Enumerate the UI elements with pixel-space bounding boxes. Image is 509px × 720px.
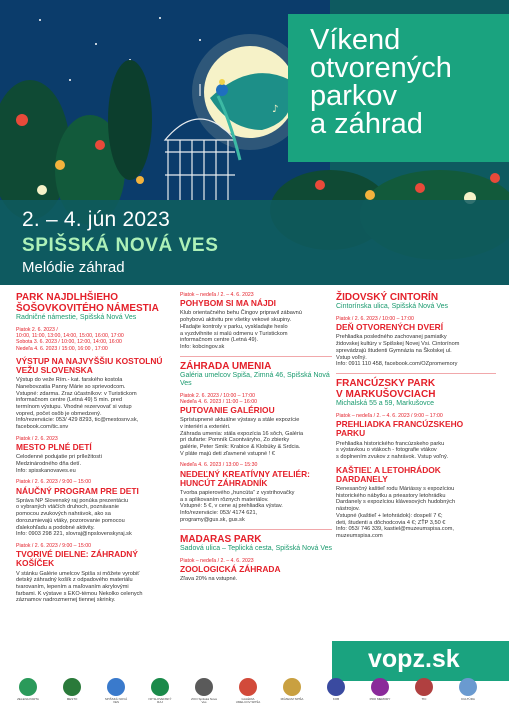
partner-logo: [322, 678, 350, 714]
description-line: facebook.com/tic.snv: [16, 424, 69, 431]
partner-logo-label: MESTO: [66, 697, 78, 701]
description-line: Prehliadka posledného zachovanej pamiatky: [336, 334, 447, 341]
partner-logo-label: TIC: [421, 697, 427, 701]
description-line: detský záhradný košík z odpadového materiálu: [16, 577, 133, 584]
crest-logo: [63, 678, 81, 696]
date-line: 10:00, 11:00, 13:00, 14:00, 15:00, 16:00, 17:00: [16, 333, 124, 340]
partner-logo-label: KOB: [332, 697, 340, 701]
description-line: pohybovú aktivitu pre všetky vekové skupiny.: [180, 317, 292, 324]
museum-logo: [283, 678, 301, 696]
description-line: Hľadajte kontroly v parku, vyskladajte heslo: [180, 323, 288, 330]
program-title: DEŇ OTVORENÝCH DVERÍ: [336, 322, 444, 333]
zoo-logo: [195, 678, 213, 696]
description-line: muzeumspisa.com: [336, 532, 383, 539]
music-note-icon: ♪: [272, 104, 279, 115]
description-line: s doplnením zvukov z nahrávok. Vstup voľný.: [336, 453, 449, 460]
partner-logo: [366, 678, 394, 714]
description-line: Info: 0911 110 458, facebook.com/OZpromemory: [336, 361, 458, 368]
partner-logo: [14, 678, 42, 714]
program-date: [16, 327, 168, 352]
description-line: Info: 0903 298 221, slovraj@npslovenskyraj.sk: [16, 531, 132, 538]
date-line: Piatok / 2. 6. 2023 / 10:00 – 17:00: [336, 316, 414, 322]
program-title: PUTOVANIE GALÉRIOU: [180, 405, 275, 416]
program-item: [16, 292, 168, 322]
program-title: PREHLIADKA FRANCÚZSKEHO: [336, 419, 464, 430]
title-box: [288, 14, 509, 162]
date-line: Piatok 2. 6. 2023 /: [16, 327, 58, 333]
description-line: Info: kobcingov.sk: [180, 343, 225, 350]
program-description: [180, 417, 332, 457]
description-line: ďalekohľadu a podobné aktivity.: [16, 524, 95, 531]
memory-logo: [371, 678, 389, 696]
description-line: galérie, Peter Smik: Krabice & Klobúky & Srdcia.: [180, 444, 301, 451]
program-title: KOŠÍČEK: [16, 558, 55, 569]
description-line: Správa NP Slovenský raj ponúka prezentáciu: [16, 497, 129, 504]
partner-logo-label: MÚZEUM SPIŠA: [280, 697, 304, 701]
description-line: Vstupné: 5 €, v cene aj prehliadka výstav.: [180, 503, 283, 510]
partner-logo: [146, 678, 174, 714]
partner-logo-label: GALÉRIA UMELCOV SPIŠA: [235, 697, 261, 705]
program-title: PARK NAJDLHŠIEHO: [16, 292, 119, 303]
program-date: [180, 462, 332, 468]
program-title: VÝSTUP NA NAJVYŠŠIU KOSTOLNÚ: [16, 355, 163, 366]
description-line: informačnom centre (Letná 49).: [180, 337, 259, 344]
program-title: MESTO PLNÉ DETÍ: [16, 442, 92, 453]
program-title: HUNCÚT ZÁHRADNÍK: [180, 477, 268, 488]
partner-logo-label: NP SLOVENSKÝ RAJ: [148, 697, 172, 705]
program-title: VEŽU SLOVENSKA: [16, 365, 93, 376]
program-description: [16, 377, 168, 431]
description-line: sprevádzajú študenti Gymnázia na Školskej ul.: [336, 347, 452, 354]
program-date: [16, 479, 168, 485]
partner-logo: [278, 678, 306, 714]
description-line: programy@gus.sk, gus.sk: [180, 516, 245, 523]
program-title: NEDEĽNÝ KREATÍVNY ATELIÉR:: [180, 468, 310, 479]
program-title: ZOOLOGICKÁ ZÁHRADA: [180, 563, 281, 574]
title-line: a záhrad: [310, 108, 423, 140]
description-line: Celodenné podujatie pri príležitosti: [16, 454, 102, 461]
program-item: [336, 413, 496, 461]
program-location: Galéria umelcov Spiša, Zimná 46, Spišská Nová Ves: [180, 371, 330, 387]
program-column-3: [336, 292, 496, 545]
title-line: otvorených: [310, 52, 452, 84]
description-line: Záhrada umenia: stála expozícia 16 sôch, Galéria: [180, 430, 304, 437]
description-line: Dardanely s expozíciou klávesových hudobných: [336, 499, 456, 506]
program-title: ŽIDOVSKÝ CINTORÍN: [336, 292, 439, 303]
description-line: Sprístupnené aktuálne výstavy a stále expozície: [180, 417, 300, 424]
program-item: [16, 479, 168, 538]
program-title: NÁUČNÝ PROGRAM PRE DETI: [16, 485, 139, 496]
description-line: V stánku Galérie umelcov Spiša si môžete vyrobiť: [16, 570, 140, 577]
description-line: Výstup do veže Rím.- kat. farského kostola: [16, 377, 123, 384]
partner-logos: [14, 678, 500, 716]
event-theme: Melódie záhrad: [22, 259, 125, 276]
description-line: židovskej kultúry v Spišskej Novej Vsi. Cintorínom: [336, 341, 460, 348]
description-line: a vyzdvihnite si malú odmenu v Turistickom: [180, 330, 288, 337]
description-line: Medzinárodného dňa detí.: [16, 460, 81, 467]
program-item: [180, 292, 332, 351]
program-title: KAŠTIEĽ A LETOHRÁDOK: [336, 464, 441, 475]
program-description: [180, 310, 332, 350]
hero-banner: [0, 0, 509, 285]
program-item: [336, 316, 496, 368]
program-title: FRANCÚZSKY PARK: [336, 377, 436, 389]
program-description: [336, 334, 496, 368]
city-logo: [107, 678, 125, 696]
description-line: Klub orientačného behu Čingov pripravil zábavnú: [180, 310, 302, 317]
program-description: [180, 576, 332, 583]
program-item: [180, 534, 332, 553]
program-description: [16, 571, 168, 605]
description-line: termínom výstupu. Vhodné rezervovať si vstup: [16, 404, 132, 411]
program-location: Sadová ulica – Teplická cesta, Spišská Nová Ves: [180, 544, 333, 552]
description-line: historického nábytku a prieastory letohrádku: [336, 492, 446, 499]
program-description: [336, 441, 496, 461]
date-line: Nedeľa 4. 6. 2023 / 15:00, 16:00 , 17:00: [16, 345, 108, 352]
gallery-logo: [239, 678, 257, 696]
program-item: [336, 378, 496, 408]
description-line: Tvorba papierového „huncúta“ z vystrihovačky: [180, 490, 295, 497]
title-line: Víkend: [310, 24, 401, 56]
partner-logo: [190, 678, 218, 714]
program-title: POHYBOM SI MA NÁJDI: [180, 298, 277, 309]
date-line: Piatok / 2. 6. 2023 / 9:00 – 15:00: [16, 479, 91, 486]
partner-logo: [410, 678, 438, 714]
tic-logo: [415, 678, 433, 696]
event-city: SPIŠSKÁ NOVÁ VES: [22, 235, 219, 256]
description-line: Nanebovzatia Panny Márie so sprievodcom.: [16, 383, 126, 390]
description-line: farbami. K výstave s EKO-témou Nekolko celenych: [16, 590, 143, 597]
description-line: vopred, počet osôb je obmedzený.: [16, 410, 102, 417]
date-line: Piatok / 2. 6. 2023: [16, 435, 58, 442]
partner-logo: [102, 678, 130, 714]
event-dates: 2. – 4. jún 2023: [22, 208, 170, 231]
program-item: [16, 436, 168, 475]
description-line: záznamov nadrozmernej tiennej skrinky.: [16, 597, 116, 604]
program-item: [16, 543, 168, 604]
description-line: Renesančný kaštieľ rodu Máriássy s expozíciou: [336, 486, 455, 493]
description-line: Vstupné: zdarma. Zraz účastníkov: v Turistickom: [16, 390, 137, 397]
leaf-logo: [19, 678, 37, 696]
program-item: [336, 466, 496, 540]
partner-logo-label: ZELENA PARTA: [17, 697, 39, 701]
description-line: dorozumievajú vtáky, pozorovanie pomocou: [16, 517, 125, 524]
description-line: pri dufarte: Pomník Csontváryho, Zo zbierky: [180, 437, 290, 444]
title-line: parkov: [310, 80, 398, 112]
program-item: [180, 462, 332, 523]
partner-logo: [454, 678, 482, 714]
description-line: Zľava 20% na vstupné.: [180, 575, 238, 582]
description-line: v interiéri a exteriéri.: [180, 423, 231, 430]
description-line: o vybraných vtáčích druhoch, poznávanie: [16, 504, 119, 511]
program-description: [16, 498, 168, 538]
program-date: [180, 558, 332, 564]
club-logo: [327, 678, 345, 696]
date-line: Piatok / 2. 6. 2023 / 9:00 – 15:00: [16, 542, 91, 549]
description-line: a s aplikovaním rôznych materiálov.: [180, 496, 269, 503]
description-line: Info: spisskanovaves.eu: [16, 467, 76, 474]
description-line: Info: 053/ 746 339, kastiel@muzeumspisa.com,: [336, 526, 454, 533]
culture-logo: [459, 678, 477, 696]
program-item: [336, 292, 496, 311]
description-line: tvarovaním, lepením a maľovaním akrylovými: [16, 584, 129, 590]
website-url[interactable]: vopz.sk: [332, 641, 509, 681]
date-line: Piatok – nedeľa / 2. – 4. 6. 2023: [180, 557, 254, 564]
program-description: [180, 490, 332, 524]
partner-logo-label: PRO MEMORY: [369, 697, 391, 701]
date-line: Sobota 3. 6. 2023 / 10:00, 12:00, 14:00, 16:00: [16, 339, 122, 346]
date-line: Nedeľa 4. 6. 2023 / 11:00 – 16:00: [180, 398, 257, 405]
program-title: PARKU: [336, 428, 366, 439]
description-line: Info/rezervácie: 053/ 429 8293, tic@mestosnv.sk,: [16, 417, 139, 424]
description-line: V pláte majú deti zľavnené vstupné ! €: [180, 450, 275, 457]
program-location: Cintorínska ulica, Spišská Nová Ves: [336, 303, 449, 310]
partner-logo: [58, 678, 86, 714]
description-line: Prehliadka historického francúzskeho parku: [336, 440, 445, 447]
program-description: [336, 486, 496, 540]
park-logo: [151, 678, 169, 696]
program-column-2: [180, 292, 332, 588]
description-line: Vstup voľný.: [336, 354, 367, 361]
date-line: Piatok – nedeľa / 2. – 4. 6. 2023 / 9:00 – 17:00: [336, 412, 443, 419]
partner-logo-label: KULTÚRA: [461, 697, 475, 701]
program-column-1: [16, 292, 168, 609]
section-divider: [180, 529, 332, 530]
partner-logo: [234, 678, 262, 714]
program-title: TVORIVÉ DIELNE: ZÁHRADNÝ: [16, 549, 138, 560]
program-item: [180, 361, 332, 388]
program-title: ŠOŠOVKOVITÉHO NÁMESTIA: [16, 303, 159, 314]
date-line: Piatok 2. 6. 2023 / 10:00 – 17:00: [180, 392, 255, 399]
partner-logo-label: ZOO Spišská Nová Ves: [191, 697, 217, 705]
partner-logo-label: SPIŠSKÁ NOVÁ VES: [104, 697, 128, 705]
program-item: [180, 393, 332, 458]
program-location: Michalská 55 a 59, Markušovce: [336, 399, 435, 407]
program-location: Radničné námestie, Spišská Nová Ves: [16, 314, 137, 321]
section-divider: [180, 356, 332, 357]
date-line: Piatok – nedeľa / 2. – 4. 6. 2023: [180, 292, 254, 298]
program-title: DARDANELY: [336, 473, 388, 484]
program-item: [16, 327, 168, 352]
program-title: ZÁHRADA UMENIA: [180, 360, 272, 372]
section-divider: [336, 373, 496, 374]
description-line: Vstupné (kaštieľ + letohrádok): dospelí 7 €;: [336, 512, 443, 519]
program-title: V MARKUŠOVCIACH: [336, 388, 436, 400]
program-item: [180, 558, 332, 583]
description-line: informačnom centre (Letná 49) 5 min. pred: [16, 397, 123, 404]
description-line: s výstavkou o vtákoch - fotografie vtákov: [336, 447, 437, 454]
program-title: MADARAS PARK: [180, 533, 262, 545]
program-description: [16, 454, 168, 474]
description-line: Info/rezervácie: 053/ 4174 621,: [180, 510, 258, 517]
description-line: nástrojov.: [336, 506, 360, 513]
date-line: Nedeľa 4. 6. 2023 / 13:00 – 15:30: [180, 462, 258, 469]
description-line: deti, študenti a dôchodcovia 4 €; ZŤP 3,50 €: [336, 519, 446, 526]
program-date: [180, 393, 332, 405]
description-line: pomocou zvukových nahrávok, ako sa: [16, 511, 111, 518]
program-item: [16, 357, 168, 431]
